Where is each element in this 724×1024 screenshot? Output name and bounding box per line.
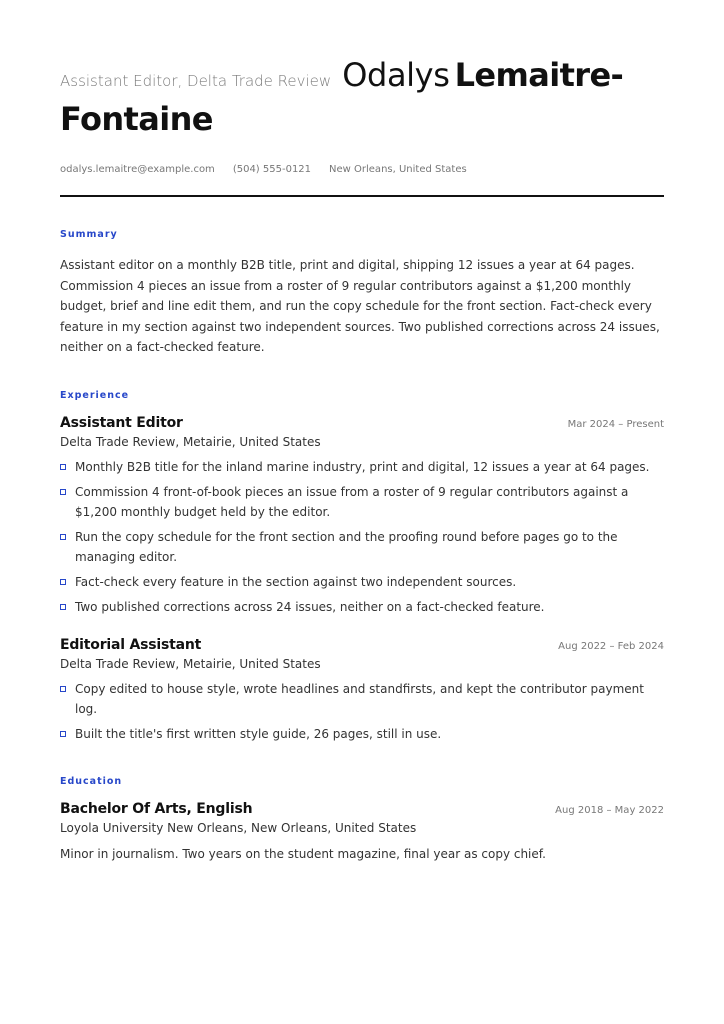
contact-location: New Orleans, United States (329, 164, 467, 175)
contact-line (60, 164, 664, 175)
bullet-text: Two published corrections across 24 issues, neither on a fact-checked feature. (75, 599, 545, 614)
bullet-text: Commission 4 front-of-book pieces an issue from a roster of 9 regular contributors against a $1,200 monthly budget held by the editor. (75, 484, 629, 519)
bullet-square-icon (60, 686, 66, 692)
summary-heading: Summary (60, 229, 118, 240)
list-item (60, 457, 664, 477)
experience-heading: Experience (60, 389, 130, 401)
bullet-square-icon (60, 731, 66, 737)
bullet-text: Monthly B2B title for the inland marine industry, print and digital, 12 issues a year at 64 pages. (75, 459, 650, 474)
list-item (60, 724, 664, 744)
education-dates: Aug 2018 – May 2022 (555, 804, 664, 816)
education-note: Minor in journalism. Two years on the student magazine, final year as copy chief. (60, 846, 546, 861)
name-first: Odalys (342, 56, 450, 94)
list-item (60, 482, 664, 522)
job-bullets (60, 679, 664, 744)
list-item (60, 572, 664, 592)
bullet-square-icon (60, 464, 66, 470)
name-last: Lemaitre-Fontaine (60, 56, 624, 138)
bullet-text: Copy edited to house style, wrote headlines and standfirsts, and kept the contributor payment log. (75, 681, 644, 716)
job-organization: Delta Trade Review, Metairie, United States (60, 434, 321, 449)
education-entry (60, 801, 664, 864)
job-header (60, 637, 664, 653)
header-job-title: Assistant Editor, Delta Trade Review (60, 72, 332, 90)
contact-phone[interactable]: (504) 555-0121 (232, 164, 312, 175)
job-title: Editorial Assistant (60, 636, 202, 653)
list-item (60, 679, 664, 719)
job-entry (60, 415, 664, 617)
job-dates: Aug 2022 – Feb 2024 (558, 640, 664, 652)
job-dates: Mar 2024 – Present (567, 418, 664, 430)
school-name: Loyola University New Orleans, New Orleans, United States (60, 820, 417, 835)
summary-text: Assistant editor on a monthly B2B title, print and digital, shipping 12 issues a year at 64 pages. Commission 4 pieces an issue from a roster of 9 regular contributors against a $1,200 monthly budget, brief and line edit them, and run the copy schedule for the front section. Fact-check every feature in my section against two independent sources. Two published corrections across 24 issues, neither on a fact-checked feature. (60, 258, 660, 354)
job-bullets (60, 457, 664, 617)
job-organization: Delta Trade Review, Metairie, United States (60, 656, 321, 671)
job-entry (60, 637, 664, 744)
header-divider (60, 195, 664, 197)
bullet-text: Fact-check every feature in the section against two independent sources. (75, 574, 517, 589)
list-item (60, 597, 664, 617)
list-item (60, 527, 664, 567)
education-heading: Education (60, 775, 123, 787)
degree-title: Bachelor Of Arts, English (60, 800, 253, 817)
bullet-square-icon (60, 489, 66, 495)
bullet-square-icon (60, 534, 66, 540)
job-header (60, 415, 664, 431)
bullet-square-icon (60, 604, 66, 610)
job-title: Assistant Editor (60, 414, 183, 431)
bullet-text: Built the title's first written style guide, 26 pages, still in use. (75, 726, 442, 741)
resume-content (60, 0, 664, 864)
education-header (60, 801, 664, 817)
contact-email[interactable]: odalys.lemaitre@example.com (60, 164, 215, 175)
resume-header (60, 0, 664, 197)
bullet-square-icon (60, 579, 66, 585)
bullet-text: Run the copy schedule for the front section and the proofing round before pages go to the managing editor. (75, 529, 618, 564)
headline (60, 56, 664, 144)
